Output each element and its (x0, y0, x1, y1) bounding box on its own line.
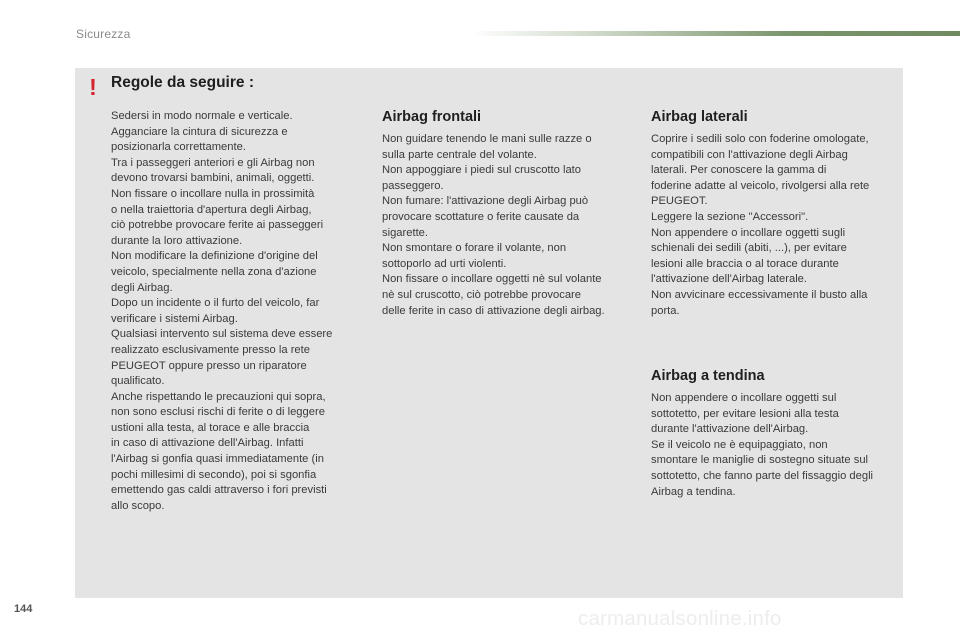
heading-airbag-frontali: Airbag frontali (382, 109, 482, 125)
text-line: Coprire i sedili solo con foderine omologate, (651, 133, 869, 145)
text-line: sigarette. (382, 226, 429, 239)
page-number: 144 (14, 603, 33, 615)
text-line: passeggero. (382, 179, 444, 192)
heading-airbag-a-tendina: Airbag a tendina (651, 368, 765, 384)
text-line: Qualsiasi intervento sul sistema deve essere (111, 328, 333, 341)
text-line: Non appoggiare i piedi sul cruscotto lato (382, 164, 582, 177)
text-line: Non modificare la definizione d'origine del (111, 250, 318, 263)
text-line: Leggere la sezione "Accessori". (651, 210, 809, 223)
text-line: veicolo, specialmente nella zona d'azione (111, 265, 317, 278)
text-line: in caso di attivazione dell'Airbag. Infatti (111, 437, 304, 450)
text-line: pochi millesimi di secondo), poi si sgonfia (111, 468, 317, 481)
text-line: laterali. Per conoscere la gamma di (651, 164, 827, 177)
text-line: l'Airbag si gonfia quasi immediatamente (in (111, 453, 324, 466)
text-line: Non fumare: l'attivazione degli Airbag può (382, 195, 589, 208)
text-line: Non smontare o forare il volante, non (382, 242, 567, 255)
text-line: o nella traiettoria d'apertura degli Airbag, (111, 203, 312, 216)
text-line: sottotetto, che fanno parte del fissaggio degli (651, 469, 874, 482)
text-line: non sono esclusi rischi di ferite o di leggere (111, 406, 325, 419)
text-line: ustioni alla testa, al torace e alle braccia (111, 421, 310, 434)
text-line: durante l'attivazione dell'Airbag. (651, 423, 809, 436)
text-line: delle ferite in caso di attivazione degli airbag. (382, 304, 605, 317)
airbag-frontali-text (382, 132, 605, 319)
section-title: Sicurezza (76, 27, 131, 41)
text-line: posizionarla correttamente. (111, 141, 246, 154)
text-line: Non appendere o incollare oggetti sul (651, 392, 837, 404)
watermark: carmanualsonline.info (578, 607, 782, 630)
text-line: Agganciare la cintura di sicurezza e (111, 125, 288, 138)
text-line: Airbag a tendina. (651, 485, 736, 498)
text-line: PEUGEOT oppure presso un riparatore (111, 359, 307, 372)
warning-exclamation-icon: ! (89, 74, 97, 100)
text-line: ciò potrebbe provocare ferite ai passeggeri (111, 219, 324, 232)
text-line: Non fissare o incollare oggetti nè sul volante (382, 273, 602, 286)
text-line: sulla parte centrale del volante. (382, 148, 537, 161)
text-line: Non avvicinare eccessivamente il busto alla (651, 288, 868, 301)
text-line: durante la loro attivazione. (111, 234, 243, 247)
text-line: devono trovarsi bambini, animali, oggetti. (111, 172, 315, 185)
airbag-a-tendina-text (651, 391, 873, 500)
text-line: provocare scottature o ferite causate da (382, 210, 580, 223)
text-line: compatibili con l'attivazione degli Airbag (651, 148, 848, 161)
text-line: Dopo un incidente o il furto del veicolo, far (111, 297, 320, 310)
text-line: allo scopo. (111, 499, 165, 512)
text-line: Se il veicolo ne è equipaggiato, non (651, 438, 828, 451)
text-line: PEUGEOT. (651, 195, 708, 208)
panel-title: Regole da seguire : (111, 74, 254, 91)
text-line: foderine adatte al veicolo, rivolgersi alla rete (651, 179, 870, 192)
text-line: lesioni alle braccia o al torace durante (651, 257, 839, 270)
general-rules-text (111, 109, 332, 514)
text-line: Non fissare o incollare nulla in prossimità (111, 187, 315, 200)
text-line: porta. (651, 304, 680, 317)
text-line: Anche rispettando le precauzioni qui sopra, (111, 390, 326, 403)
text-line: emettendo gas caldi attraverso i fori previsti (111, 484, 327, 497)
heading-airbag-laterali: Airbag laterali (651, 109, 748, 125)
text-line: realizzato esclusivamente presso la rete (111, 343, 310, 356)
text-line: schienali dei sedili (abiti, ...), per evitare (651, 242, 847, 255)
text-line: Sedersi in modo normale e verticale. (111, 110, 293, 122)
text-line: qualificato. (111, 375, 165, 388)
text-line: Tra i passeggeri anteriori e gli Airbag non (111, 156, 315, 169)
header-accent-bar (470, 31, 960, 36)
text-line: sottotetto, per evitare lesioni alla testa (651, 407, 839, 420)
text-line: nè sul cruscotto, ciò potrebbe provocare (382, 288, 581, 301)
text-line: degli Airbag. (111, 281, 173, 294)
text-line: sottoporlo ad urti violenti. (382, 257, 507, 270)
text-line: Non guidare tenendo le mani sulle razze o (382, 133, 592, 145)
airbag-laterali-text (651, 132, 869, 319)
text-line: smontare le maniglie di sostegno situate sul (651, 454, 869, 467)
text-line: verificare i sistemi Airbag. (111, 312, 238, 325)
text-line: l'attivazione dell'Airbag laterale. (651, 273, 808, 286)
text-line: Non appendere o incollare oggetti sugli (651, 226, 846, 239)
